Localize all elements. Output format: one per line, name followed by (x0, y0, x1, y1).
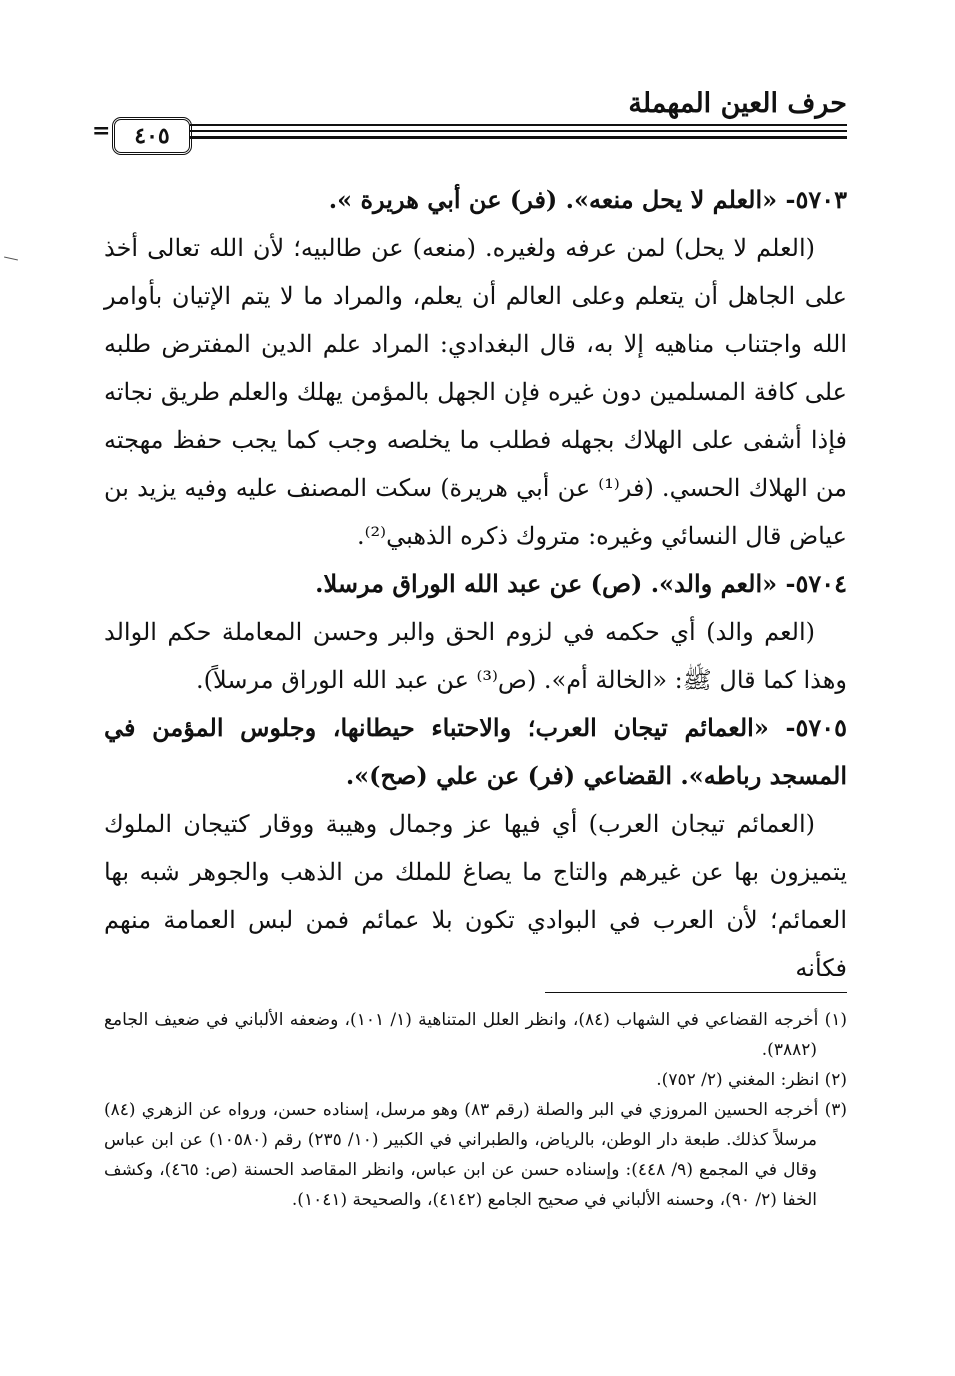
header-rule (190, 130, 847, 132)
hadith-entry-5703: ٥٧٠٣- «العلم لا يحل منعه». (فر) عن أبي هريرة ». (328, 185, 847, 214)
footnote-2: (٢) انظر: المغني (٢/ ٧٥٢). (656, 1070, 847, 1090)
footnote-separator (545, 992, 847, 993)
running-header-title: حرف العين المهملة (628, 88, 847, 119)
commentary-paragraph: (العم والد) أي حكمه في لزوم الحق والبر وحسن المعاملة حكم الوالد وهذا كما قال ﷺ: «الخالة أم». (ص⁽³⁾ عن عبد الله الوراق مرسلاً). (104, 618, 847, 694)
page-number-mark: = (92, 118, 111, 144)
header-rule (190, 124, 847, 126)
footnotes (104, 1005, 847, 1215)
margin-mark (4, 257, 18, 261)
footnote-1: (١) أخرجه القضاعي في الشهاب (٨٤)، وانظر العلل المتناهية (١/ ١٠١)، وضعفه الألباني في ضعيف الجامع (٣٨٨٢). (104, 1010, 847, 1060)
header-rule (190, 136, 847, 139)
page-number: ٤٠٥ (112, 117, 192, 155)
hadith-entry-5705: ٥٧٠٥- «العمائم تيجان العرب؛ والاحتباء حيطانها، وجلوس المؤمن في المسجد رباطه». القضاعي (فر) عن علي (صح)». (104, 713, 847, 790)
commentary-paragraph: (العلم لا يحل) لمن عرفه ولغيره. (منعه) عن طالبيه؛ لأن الله تعالى أخذ على الجاهل أن يتعلم وعلى العالم أن يعلم، والمراد ما لا يتم الإتيان بأوامر الله واجتناب مناهيه إلا به، قال البغدادي: المراد علم الدين المفترض طلبه على كافة المسلمين دون غيره فإن الجهل بالمؤمن يهلك والعلم طريق نجاته فإذا أشفى على الهلاك بجهله فطلب ما يخلصه وجب كما يجب حفظ مهجته من الهلاك الحسي. (فر⁽¹⁾ عن أبي هريرة) سكت المصنف عليه وفيه يزيد بن عياض قال النسائي وغيره: متروك ذكره الذهبي⁽²⁾. (104, 234, 848, 550)
main-text (104, 176, 847, 992)
footnote-3: (٣) أخرجه الحسين المروزي في البر والصلة (رقم ٨٣) وهو مرسل، إسناده حسن، ورواه عن الزهري (٨٤) مرسلاً كذلك. طبعة دار الوطن، بالرياض، والطبراني في الكبير (١٠/ ٢٣٥) رقم (١٠٥٨٠) عن ابن عباس وقال في المجمع (٩/ ٤٤٨): وإسناده حسن عن ابن عباس، وانظر المقاصد الحسنة (ص: ٤٦٥)، وكشف الخفا (٢/ ٩٠)، وحسنه الألباني في صحيح الجامع (٤١٤٢)، والصحيحة (١٠٤١). (104, 1100, 847, 1210)
commentary-paragraph: (العمائم تيجان العرب) أي فيها عز وجمال وهيبة ووقار كتيجان الملوك يتميزون بها عن غيرهم والتاج ما يصاغ للملك من الذهب والجوهر شبه بها العمائم؛ لأن العرب في البوادي تكون بلا عمائم فمن لبس العمامة منهم فكأنه (104, 810, 847, 982)
hadith-entry-5704: ٥٧٠٤- «العم والد». (ص) عن عبد الله الوراق مرسلا. (315, 569, 847, 598)
